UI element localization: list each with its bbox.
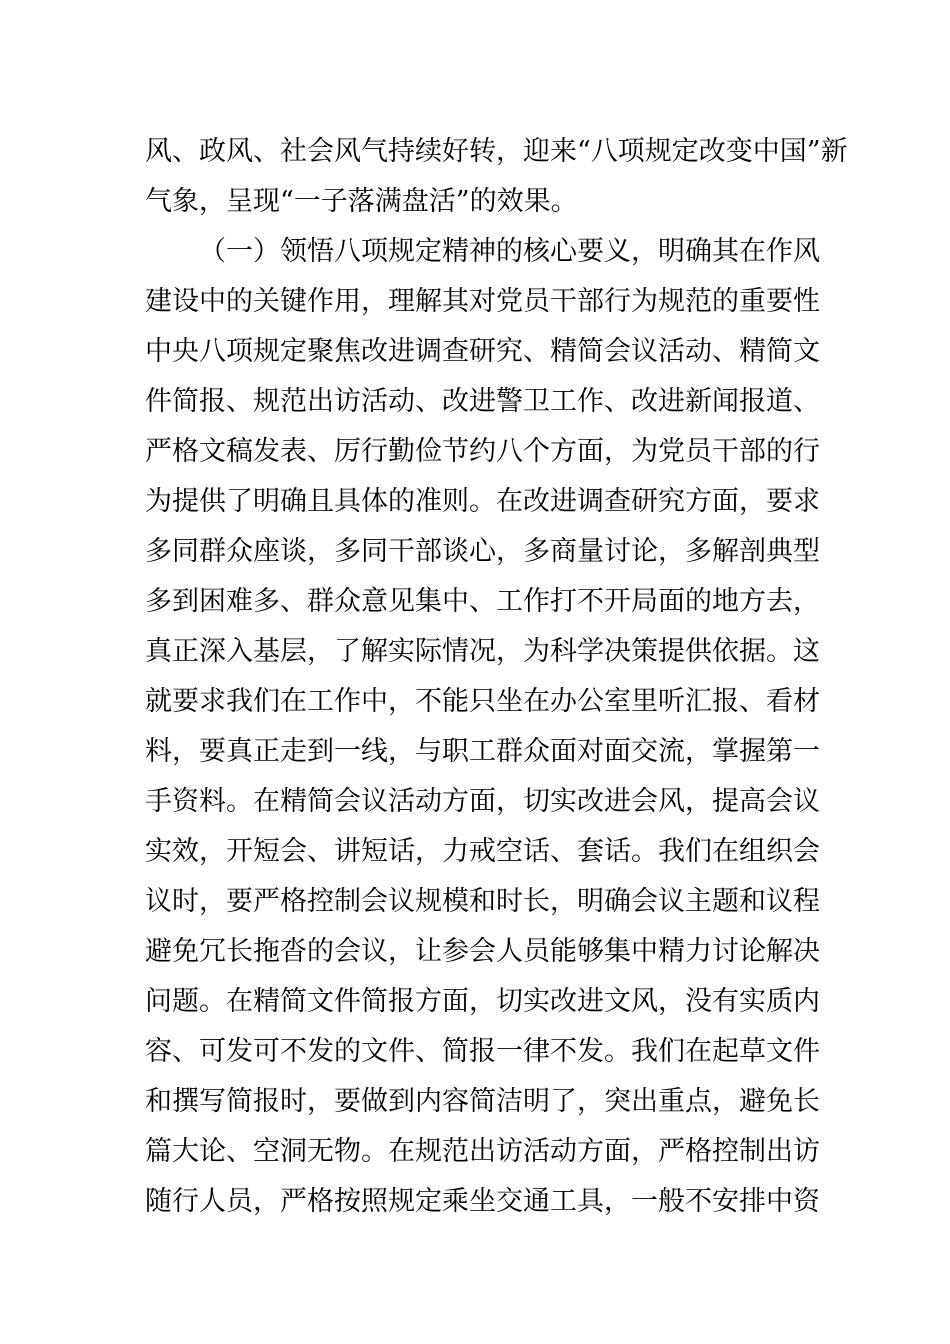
text-line: 随行人员，严格按照规定乘坐交通工具，一般不安排中资 xyxy=(145,1186,820,1217)
section-heading-line: 建设中的关键作用，理解其对党员干部行为规范的重要性 xyxy=(145,286,820,317)
text-line: 中央八项规定聚焦改进调查研究、精简会议活动、精简文 xyxy=(145,336,820,367)
text-line: 风、政风、社会风气持续好转，迎来“八项规定改变中国”新 xyxy=(145,136,848,167)
text-line: 气象，呈现“一子落满盘活”的效果。 xyxy=(145,186,578,217)
text-line: 问题。在精简文件简报方面，切实改进文风，没有实质内 xyxy=(145,986,820,1017)
text-line: 严格文稿发表、厉行勤俭节约八个方面，为党员干部的行 xyxy=(145,436,820,467)
text-line: 手资料。在精简会议活动方面，切实改进会风，提高会议 xyxy=(145,786,820,817)
text-line: 就要求我们在工作中，不能只坐在办公室里听汇报、看材 xyxy=(145,686,820,717)
text-line: 为提供了明确且具体的准则。在改进调查研究方面，要求 xyxy=(145,486,820,517)
body-text xyxy=(145,127,848,1227)
text-line: 件简报、规范出访活动、改进警卫工作、改进新闻报道、 xyxy=(145,386,820,417)
text-line: 容、可发可不发的文件、简报一律不发。我们在起草文件 xyxy=(145,1036,820,1067)
text-line: 避免冗长拖沓的会议，让参会人员能够集中精力讨论解决 xyxy=(145,936,820,967)
text-line: 多同群众座谈，多同干部谈心，多商量讨论，多解剖典型 xyxy=(145,536,820,567)
text-line: 多到困难多、群众意见集中、工作打不开局面的地方去， xyxy=(145,586,820,617)
text-line: 料，要真正走到一线，与职工群众面对面交流，掌握第一 xyxy=(145,736,820,767)
text-line: 真正深入基层，了解实际情况，为科学决策提供依据。这 xyxy=(145,636,820,667)
text-line: 议时，要严格控制会议规模和时长，明确会议主题和议程 xyxy=(145,886,820,917)
text-line: 篇大论、空洞无物。在规范出访活动方面，严格控制出访 xyxy=(145,1136,820,1167)
text-line: 和撰写简报时，要做到内容简洁明了，突出重点，避免长 xyxy=(145,1086,820,1117)
text-line: 实效，开短会、讲短话，力戒空话、套话。我们在组织会 xyxy=(145,836,820,867)
section-heading-line: （一）领悟八项规定精神的核心要义，明确其在作风 xyxy=(199,236,820,267)
